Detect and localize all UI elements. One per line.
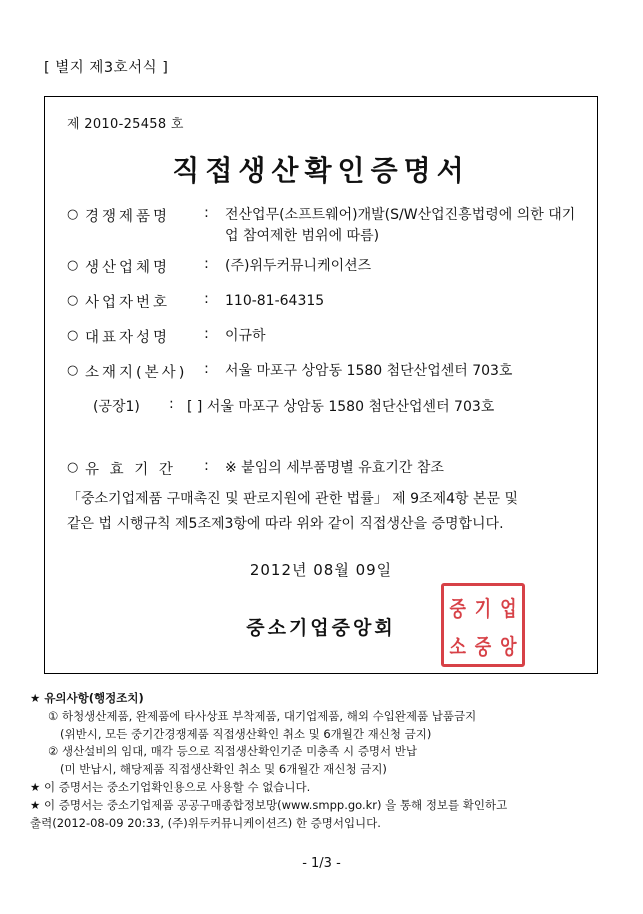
page-number: - 1/3 - (302, 856, 341, 871)
certificate-fields (67, 205, 579, 493)
field-value: 이규하 (225, 328, 266, 344)
field-value: 전산업무(소프트웨어)개발(S/W산업진흥법령에 의한 대기업 참여제한 범위에 따름) (225, 207, 576, 244)
field-label: 사업자번호 (85, 295, 171, 311)
notes-heading: ★ 유의사항(행정조치) (30, 691, 144, 705)
factory-colon: : (169, 396, 174, 412)
seal-characters: 중 기 업 소 중 앙 (449, 596, 517, 660)
note-footer: ★ 이 증명서는 중소기업확인용으로 사용할 수 없습니다. (30, 780, 311, 795)
field-label: 대표자성명 (85, 330, 171, 346)
valid-period-value: ※ 붙임의 세부품명별 유효기간 참조 (225, 460, 444, 476)
note-item: ② 생산설비의 임대, 매각 등으로 직접생산확인기준 미충족 시 증명서 반납 (48, 744, 418, 759)
document-number: 제 2010-25458 호 (67, 117, 184, 132)
notes-section (30, 690, 613, 833)
bullet-icon: ○ (67, 328, 79, 343)
certificate-box (44, 96, 598, 674)
valid-period-colon: : (204, 458, 209, 474)
field-colon: : (204, 361, 209, 377)
legal-line-2: 같은 법 시행규칙 제5조제3항에 따라 위와 같이 직접생산을 증명합니다. (67, 515, 504, 532)
issuer-name: 중소기업중앙회 (246, 617, 396, 639)
bullet-icon: ○ (67, 363, 79, 378)
field-label: 경쟁제품명 (85, 209, 171, 225)
spacer (67, 422, 579, 458)
bullet-icon: ○ (67, 207, 79, 222)
field-row (67, 326, 579, 356)
certificate-title: 직접생산확인증명서 (172, 154, 470, 187)
factory-row (67, 396, 579, 422)
field-row (67, 256, 579, 286)
note-item: ① 하청생산제품, 완제품에 타사상표 부착제품, 대기업제품, 해외 수입완제품 납품금지 (48, 708, 477, 723)
bullet-icon: ○ (67, 460, 79, 475)
note-item: (미 반납시, 해당제품 직접생산확인 취소 및 6개월간 재신청 금지) (60, 762, 387, 777)
note-item: (위반시, 모든 중기간경쟁제품 직접생산확인 취소 및 6개월간 재신청 금지) (60, 726, 432, 741)
factory-label: (공장1) (93, 399, 140, 415)
field-colon: : (204, 256, 209, 272)
field-colon: : (204, 326, 209, 342)
legal-line-1: 「중소기업제품 구매촉진 및 판로지원에 관한 법률」 제 9조제4항 본문 및 (67, 491, 519, 507)
field-label: 생산업체명 (85, 260, 171, 276)
field-row (67, 291, 579, 321)
valid-period-label: 유 효 기 간 (85, 462, 176, 478)
field-row (67, 205, 579, 251)
field-value: (주)위두커뮤니케이션즈 (225, 258, 372, 274)
field-row (67, 361, 579, 391)
issue-date: 2012년 08월 09일 (249, 561, 393, 579)
field-label: 소재지(본사) (85, 365, 188, 381)
field-value: 110-81-64315 (225, 293, 325, 309)
field-value: 서울 마포구 상암동 1580 첨단산업센터 703호 (225, 363, 513, 379)
official-seal-icon (441, 583, 525, 667)
note-footer: 출력(2012-08-09 20:33, (주)위두커뮤니케이션즈) 한 증명서입니다. (30, 815, 381, 830)
bullet-icon: ○ (67, 258, 79, 273)
form-label: [ 별지 제3호서식 ] (44, 60, 169, 76)
field-colon: : (204, 291, 209, 307)
legal-statement (67, 487, 579, 536)
field-colon: : (204, 205, 209, 221)
factory-value: [ ] 서울 마포구 상암동 1580 첨단산업센터 703호 (187, 399, 495, 415)
bullet-icon: ○ (67, 293, 79, 308)
note-footer: ★ 이 증명서는 중소기업제품 공공구매종합정보망(www.smpp.go.kr) 을 통해 정보를 확인하고 (30, 797, 508, 812)
valid-period-row (67, 458, 579, 488)
